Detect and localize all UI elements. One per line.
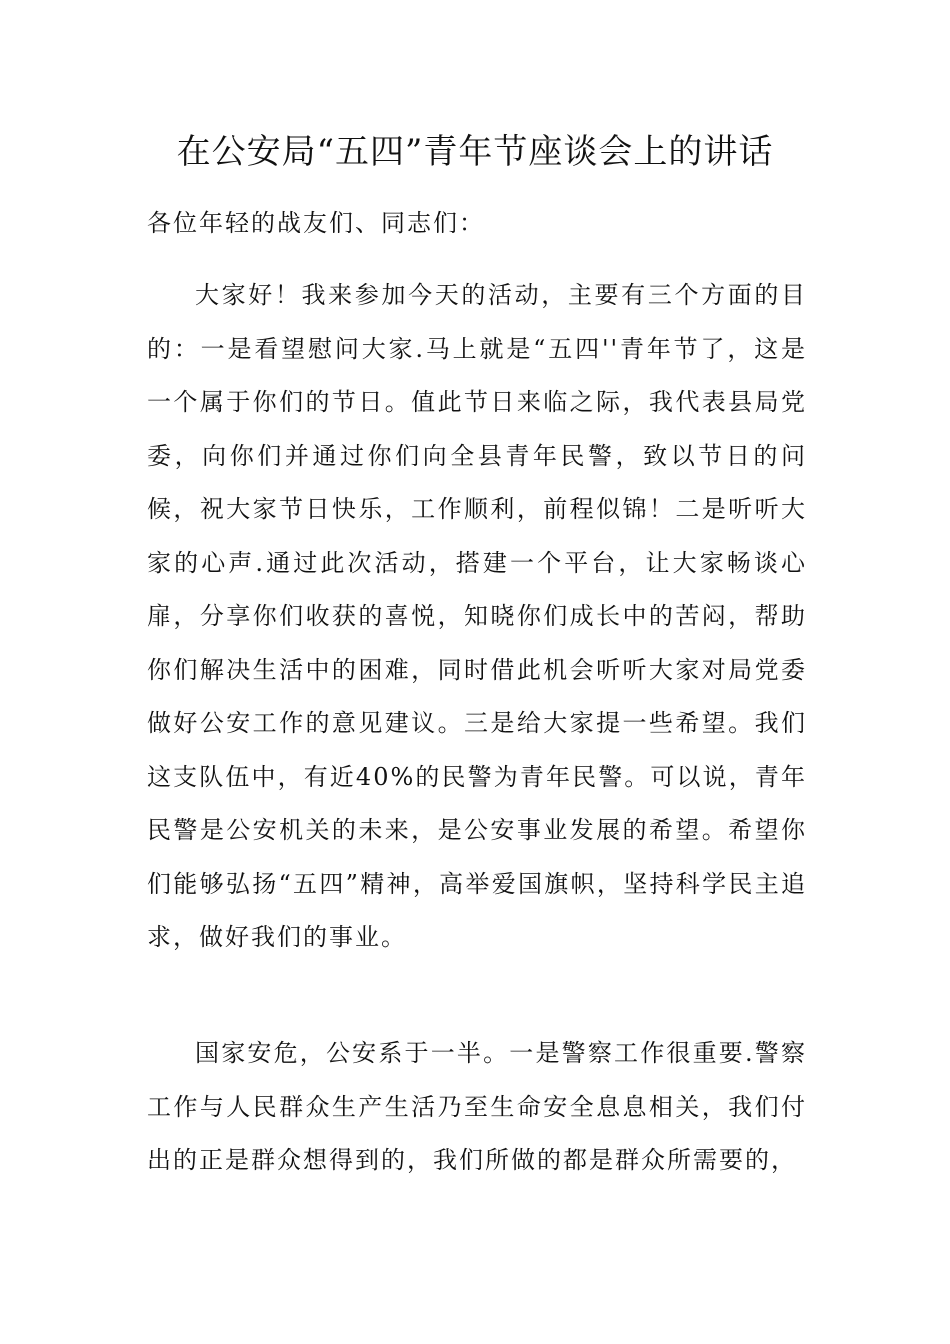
greeting-line: 各位年轻的战友们、同志们： <box>147 209 485 237</box>
body-paragraph-2: 国家安危，公安系于一半。一是警察工作很重要.警察工作与人民群众生产生活乃至生命安全息息相关，我们付出的正是群众想得到的，我们所做的都是群众所需要的， <box>147 1039 807 1174</box>
document-title: 在公安局“五四”青年节座谈会上的讲话 <box>176 132 774 172</box>
body-paragraph-1: 大家好！我来参加今天的活动，主要有三个方面的目的：一是看望慰问大家.马上就是“五四''青年节了，这是一个属于你们的节日。值此节日来临之际，我代表县局党委，向你们并通过你们向全县青年民警，致以节日的问候，祝大家节日快乐，工作顺利，前程似锦！二是听听大家的心声.通过此次活动，搭建一个平台，让大家畅谈心扉，分享你们收获的喜悦，知晓你们成长中的苦闷，帮助你们解决生活中的困难，同时借此机会听听大家对局党委做好公安工作的意见建议。三是给大家提一些希望。我们这支队伍中，有近40%的民警为青年民警。可以说，青年民警是公安机关的未来，是公安事业发展的希望。希望你们能够弘扬“五四”精神，高举爱国旗帜，坚持科学民主追求，做好我们的事业。 <box>147 281 807 951</box>
